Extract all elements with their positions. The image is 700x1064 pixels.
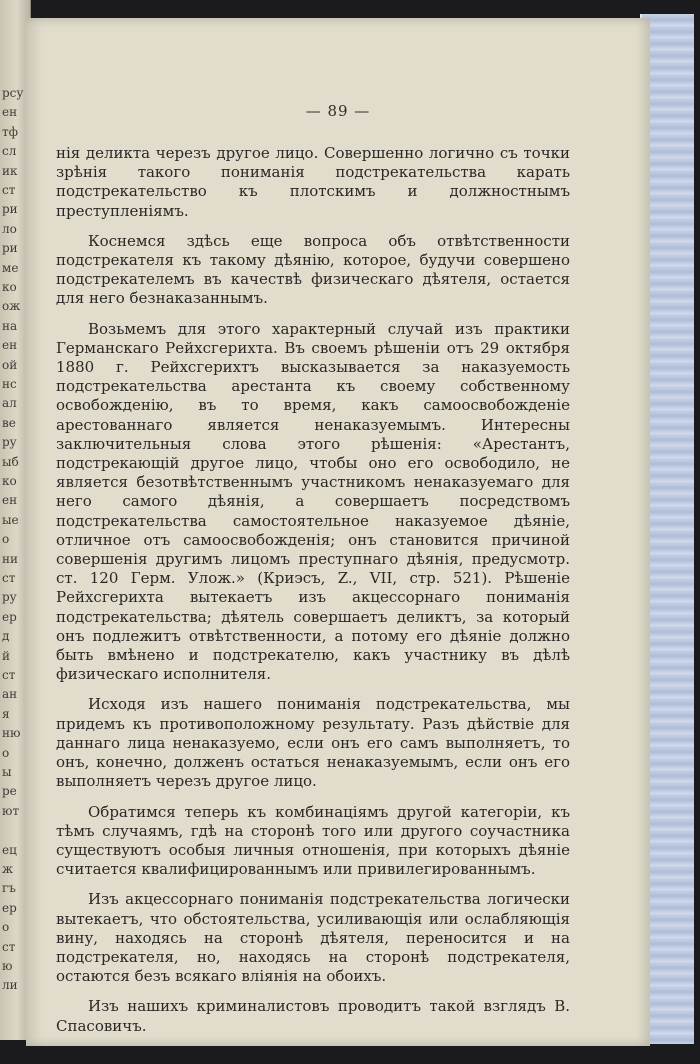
left-page-text-fragment: ен <box>2 338 18 353</box>
left-page-text-fragment: о <box>2 745 10 760</box>
left-page-text-fragment: ен <box>2 493 18 508</box>
paragraph: Возьмемъ для этого характерный случай изъ практики Германскаго Рейхсгерихта. Въ своемъ рѣшеніи отъ 29 октября 1880 г. Рейхсгерихтъ высказывается за наказуемость подстрекательства арестанта къ своему собственному освобожденію, въ то время, какъ самоосвобожденіе арестованнаго является ненаказуемымъ. Интересны заключительныя слова этого рѣшенія: «Арестантъ, подстрекающій другое лицо, чтобы оно его освободило, не является безотвѣтственнымъ участникомъ ненаказуемаго для него самого дѣянія, а совершаетъ посредствомъ подстрекательства самостоятельное наказуемое дѣяніе, отличное отъ самоосвобожденія; онъ становится причиной совершенія другимъ лицомъ преступнаго дѣянія, предусмотр. ст. 120 Герм. Улож.» (Криэсъ, Z., VII, стр. 521). Рѣшеніе Рейхсгерихта вытекаетъ изъ акцессорнаго пониманія подстрекательства; дѣятель совершаетъ деликтъ, за который онъ подлежитъ отвѣтственности, а потому его дѣяніе должно быть вмѣнено и подстрекателю, какъ участнику въ дѣлѣ физическаго исполнителя. <box>56 319 570 684</box>
left-page-text-fragment: ер <box>2 609 17 624</box>
left-page-text-fragment: ик <box>2 163 18 178</box>
left-page-text-fragment: ру <box>2 590 17 605</box>
left-page-text-fragment: нс <box>2 377 17 391</box>
left-page-text-fragment: ер <box>2 900 17 915</box>
left-page-text-fragment: ы <box>2 765 12 779</box>
left-page-text-fragment: о <box>2 920 10 935</box>
left-page-text-fragment: ло <box>2 221 17 236</box>
left-page-text-fragment: ко <box>2 280 17 294</box>
left-page-text-fragment: ко <box>2 474 17 488</box>
left-page-text-fragment: ри <box>2 202 18 217</box>
paragraph: Изъ акцессорнаго пониманія подстрекательства логически вытекаетъ, что обстоятельства, усиливающія или ослабляющія вину, находясь на сторонѣ дѣятеля, переносится и на подстрекателя, но, находясь на сторонѣ подстрекателя, остаются безъ всякаго вліянія на обоихъ. <box>56 890 570 986</box>
left-page-text-fragment: ыб <box>2 454 19 469</box>
left-page-text-fragment: ри <box>2 241 18 256</box>
paragraph: нія деликта черезъ другое лицо. Совершенно логично съ точки зрѣнія такого пониманія подстрекательства карать подстрекательство къ плотскимъ и должностнымъ преступленіямъ. <box>56 144 570 220</box>
left-page-text-fragment: ре <box>2 784 17 799</box>
left-page-text-fragment: ме <box>2 260 19 275</box>
left-page-text-fragment: ен <box>2 105 18 120</box>
left-page-text-fragment: ю <box>2 959 13 973</box>
left-page-text-fragment: о <box>2 532 10 547</box>
left-page-text-fragment: ан <box>2 687 18 702</box>
left-page-text-fragment: ж <box>2 862 14 876</box>
left-page-text-fragment: ст <box>2 668 16 682</box>
left-page-text-fragment: д <box>2 629 10 644</box>
paragraph: Коснемся здѣсь еще вопроса объ отвѣтственности подстрекателя къ такому дѣянію, которое, будучи совершено подстрекателемъ въ качествѣ физическаго дѣятеля, остается для него безнаказаннымъ. <box>56 231 570 308</box>
book-page <box>26 18 650 1046</box>
left-page-text-fragment: ст <box>2 571 16 585</box>
left-page-text-fragment: ые <box>2 512 19 527</box>
left-page-text-fragment: ож <box>2 299 21 314</box>
left-page-text-fragment: тф <box>2 124 19 139</box>
left-page-text-fragment: ру <box>2 435 17 450</box>
paragraph: Изъ нашихъ криминалистовъ проводитъ такой взглядъ В. Спасовичъ. <box>56 997 570 1035</box>
paragraph: Исходя изъ нашего пониманія подстрекательства, мы придемъ къ противоположному результату. Разъ дѣйствіе для даннаго лица ненаказуемо, если онъ его самъ выполняетъ, то онъ, конечно, долженъ остаться ненаказуемымъ, если онъ его выполняетъ черезъ другое лицо. <box>56 695 570 791</box>
left-page-text-fragment: ой <box>2 357 18 372</box>
left-page-text-fragment: на <box>2 318 18 333</box>
paragraph: Обратимся теперь къ комбинаціямъ другой категоріи, къ тѣмъ случаямъ, гдѣ на сторонѣ того или другого соучастника существуютъ особыя личныя отношенія, при которыхъ дѣяніе считается квалифицированнымъ или привилегированнымъ. <box>56 802 570 879</box>
left-page-text-fragment: й <box>2 648 10 663</box>
left-page-text-fragment: ал <box>2 396 17 411</box>
left-page-text-fragment: рсу <box>2 86 24 100</box>
left-page-text-fragment: гъ <box>2 881 16 896</box>
left-page-text-fragment: сл <box>2 144 17 159</box>
left-page-text-fragment: ню <box>2 726 21 741</box>
left-page-text-fragment: я <box>2 706 10 721</box>
left-page-text-fragment: ни <box>2 551 18 566</box>
left-page-text-fragment: ст <box>2 183 16 197</box>
left-page-text-fragment: ют <box>2 803 20 818</box>
page-number: — 89 — <box>305 102 371 120</box>
left-page-text-fragment: ли <box>2 978 18 993</box>
left-page-text-fragment: ец <box>2 842 17 857</box>
left-page-text-fragment: ве <box>2 415 16 430</box>
page-text <box>56 144 570 1047</box>
left-page-text-fragment: ст <box>2 939 16 954</box>
